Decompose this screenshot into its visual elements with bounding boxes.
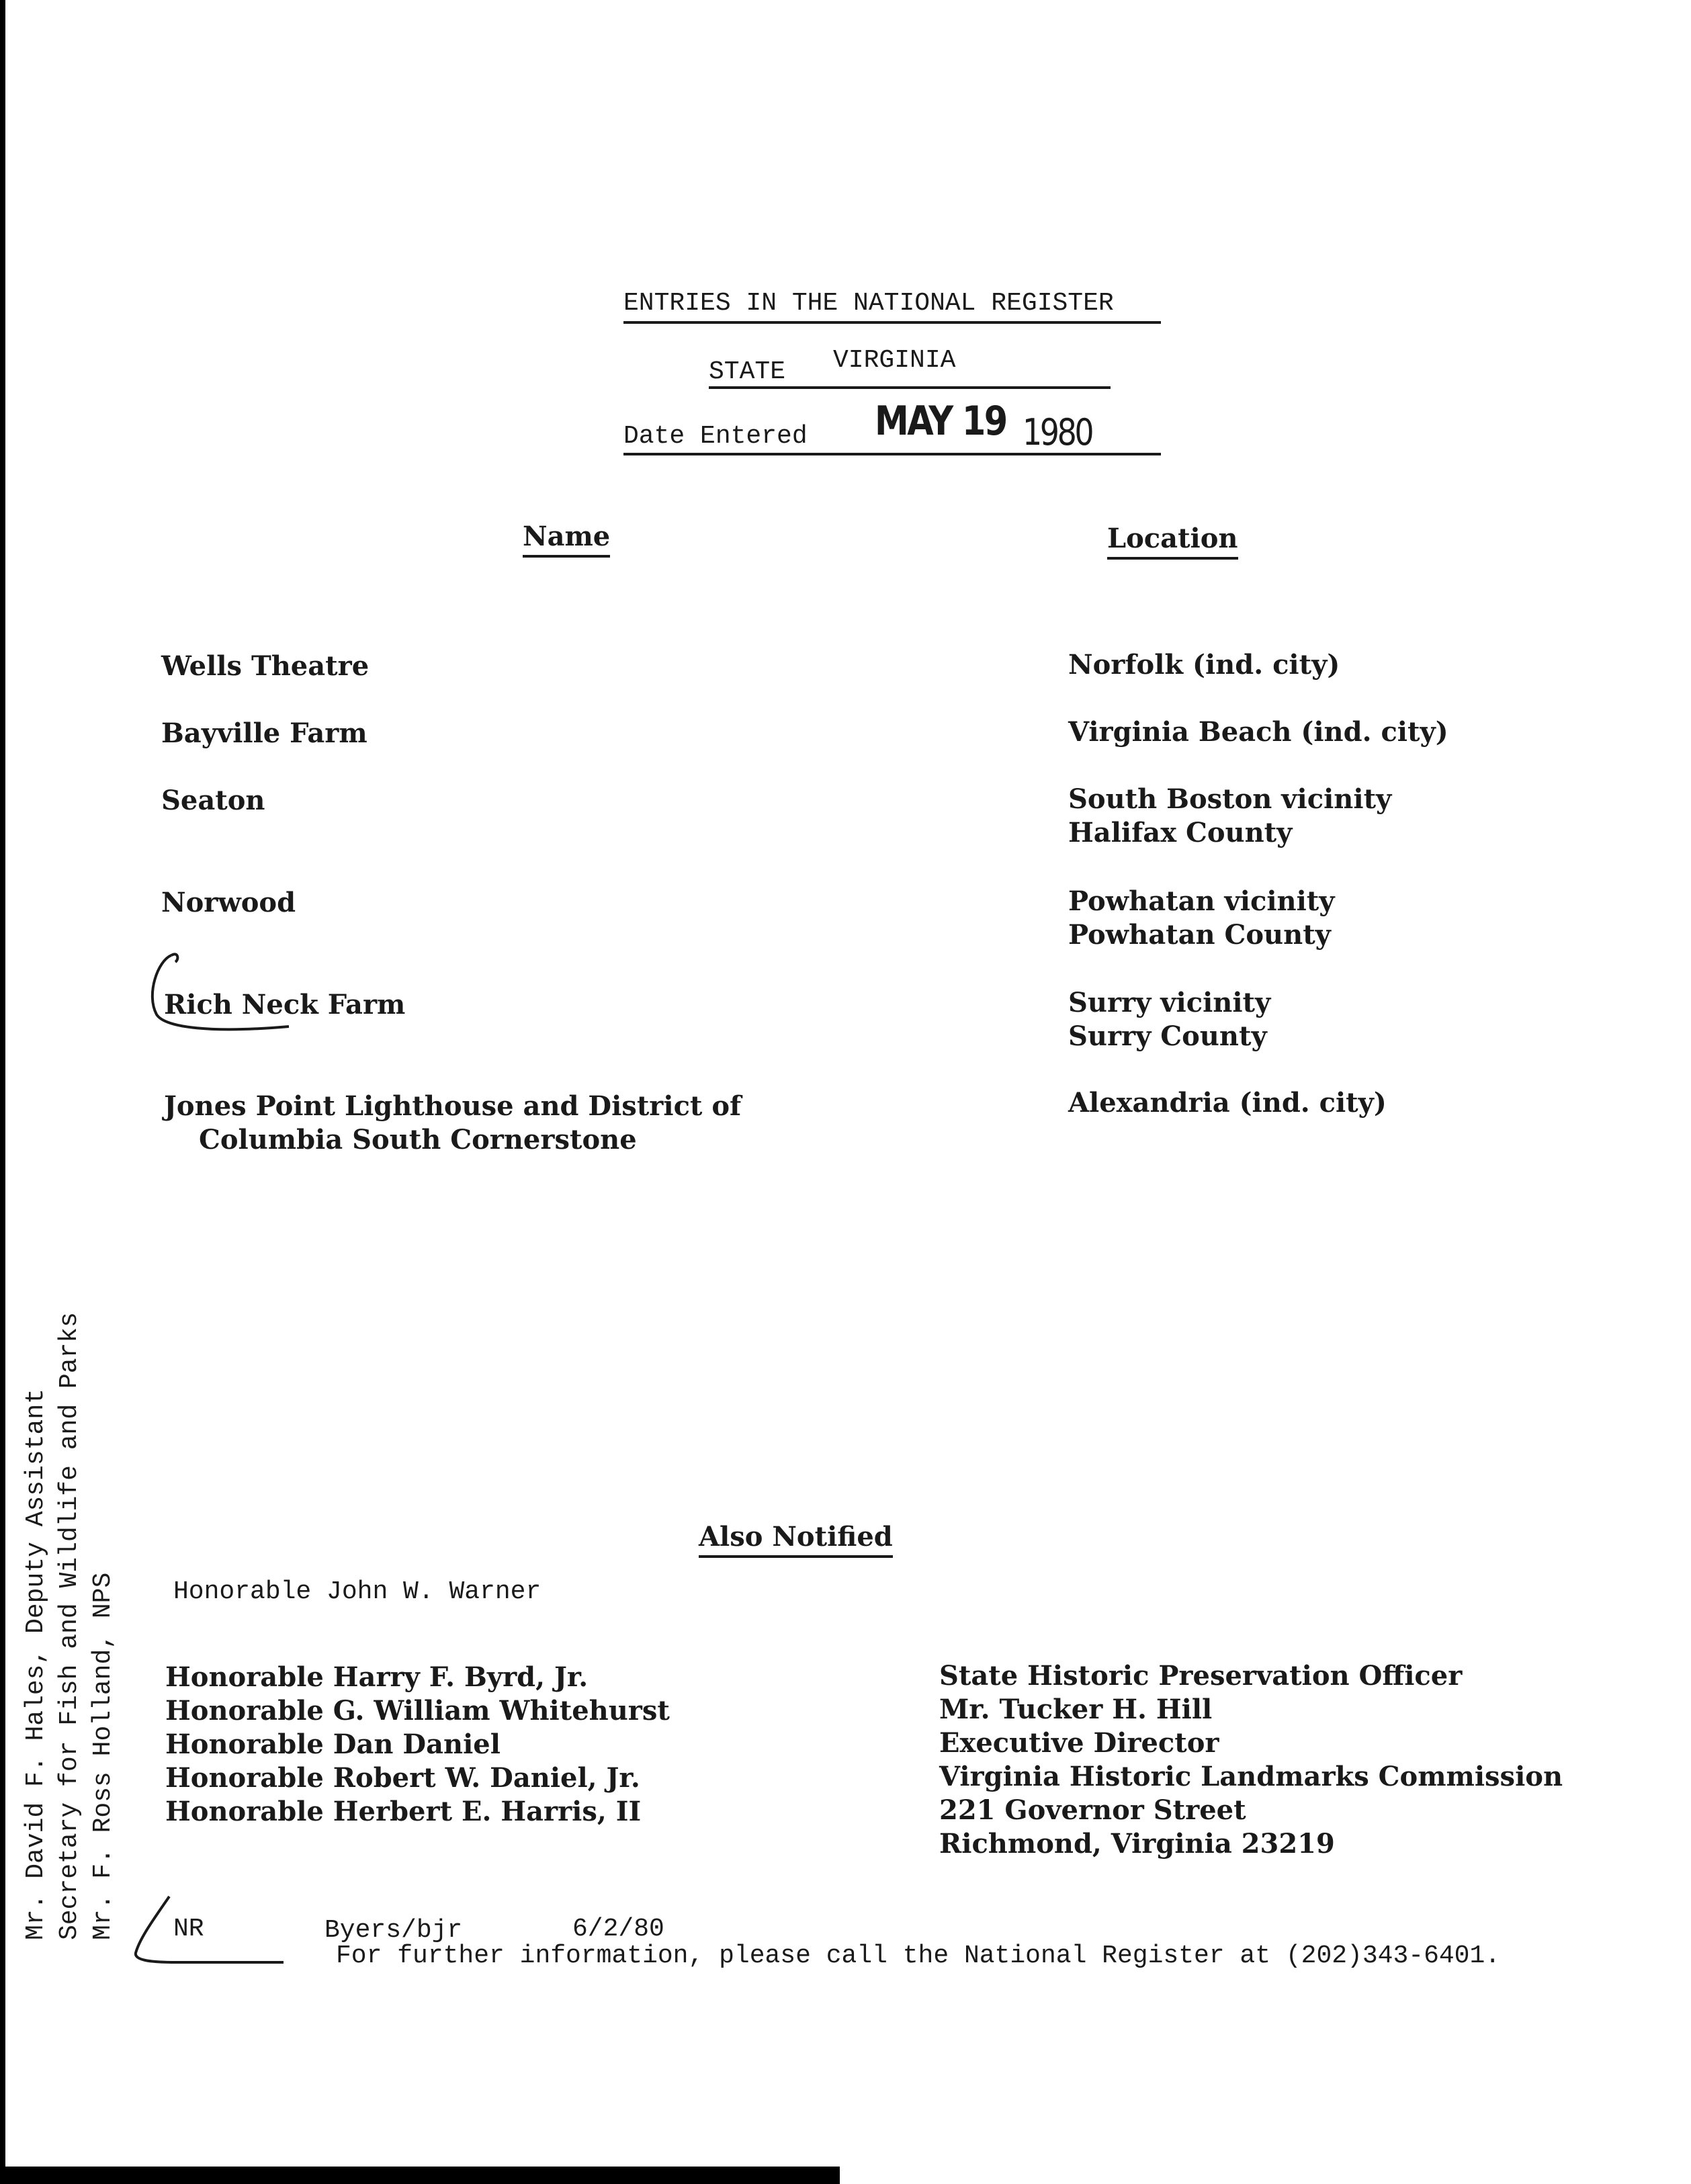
date-underline xyxy=(623,453,1161,455)
honorable-item: Honorable G. William Whitehurst xyxy=(165,1695,670,1727)
also-notified-heading: Also Notified xyxy=(699,1521,893,1558)
entry-name: Rich Neck Farm xyxy=(164,989,406,1020)
entry-name: Norwood xyxy=(161,887,296,918)
entry-location-line: Surry vicinity xyxy=(1068,987,1271,1018)
honorable-item: Honorable Herbert E. Harris, II xyxy=(165,1796,642,1827)
entry-location xyxy=(1068,783,1391,850)
footer-nr: NR xyxy=(173,1915,204,1943)
sidebar-line: Secretary for Fish and Wildlife and Parks xyxy=(55,1312,84,1940)
sidebar-line: Mr. David F. Hales, Deputy Assistant xyxy=(21,1389,50,1940)
footer-date: 6/2/80 xyxy=(572,1915,664,1943)
entry-location: Alexandria (ind. city) xyxy=(1068,1087,1387,1119)
entry-location-line: Surry County xyxy=(1068,1020,1267,1052)
date-stamp-year: 1980 xyxy=(1023,411,1092,453)
officer-line: Richmond, Virginia 23219 xyxy=(939,1828,1335,1860)
scan-edge-bottom xyxy=(0,2167,840,2184)
entry-location: Virginia Beach (ind. city) xyxy=(1068,716,1448,748)
date-label: Date Entered xyxy=(623,422,808,451)
entry-location: Norfolk (ind. city) xyxy=(1068,649,1340,681)
entry-location-line: Powhatan vicinity xyxy=(1068,885,1335,917)
entry-name-line: Jones Point Lighthouse and District of xyxy=(164,1090,742,1122)
footer-initials: Byers/bjr xyxy=(324,1916,463,1945)
entry-name xyxy=(164,1090,741,1157)
notified-first: Honorable John W. Warner xyxy=(173,1577,541,1606)
column-header-name: Name xyxy=(523,521,610,558)
entry-name: Bayville Farm xyxy=(161,717,367,749)
officer-line: Virginia Historic Landmarks Commission xyxy=(939,1761,1563,1792)
honorable-item: Honorable Robert W. Daniel, Jr. xyxy=(165,1762,640,1794)
page-title: ENTRIES IN THE NATIONAL REGISTER xyxy=(623,289,1114,318)
entry-location-line: South Boston vicinity xyxy=(1068,783,1392,815)
date-stamp: MAY 19 xyxy=(875,398,1006,445)
entry-location xyxy=(1068,986,1270,1053)
entry-location-line: Halifax County xyxy=(1068,817,1293,848)
officer-line: Executive Director xyxy=(939,1727,1219,1759)
entry-location xyxy=(1068,885,1335,952)
entry-name: Wells Theatre xyxy=(161,650,370,682)
state-underline xyxy=(709,386,1111,389)
entry-name-line: Columbia South Cornerstone xyxy=(199,1124,637,1155)
honorables-list xyxy=(165,1661,670,1829)
sidebar-line: Mr. F. Ross Holland, NPS xyxy=(89,1572,118,1940)
officer-address xyxy=(939,1659,1563,1861)
honorable-item: Honorable Harry F. Byrd, Jr. xyxy=(165,1661,589,1693)
handwritten-check-mark xyxy=(128,1891,289,1972)
scan-edge-left xyxy=(0,0,5,2184)
footer-info: For further information, please call the National Register at (202)343-6401. xyxy=(336,1941,1501,1970)
officer-line: Mr. Tucker H. Hill xyxy=(939,1694,1213,1725)
state-label: STATE xyxy=(709,357,786,386)
title-underline xyxy=(623,321,1161,324)
entry-location-line: Powhatan County xyxy=(1068,919,1331,951)
handwritten-bracket-mark xyxy=(138,947,306,1048)
entry-name: Seaton xyxy=(161,785,265,816)
column-header-location: Location xyxy=(1107,523,1238,560)
officer-line: State Historic Preservation Officer xyxy=(939,1660,1463,1692)
honorable-item: Honorable Dan Daniel xyxy=(165,1729,501,1760)
state-value: VIRGINIA xyxy=(833,346,956,375)
officer-line: 221 Governor Street xyxy=(939,1794,1246,1826)
